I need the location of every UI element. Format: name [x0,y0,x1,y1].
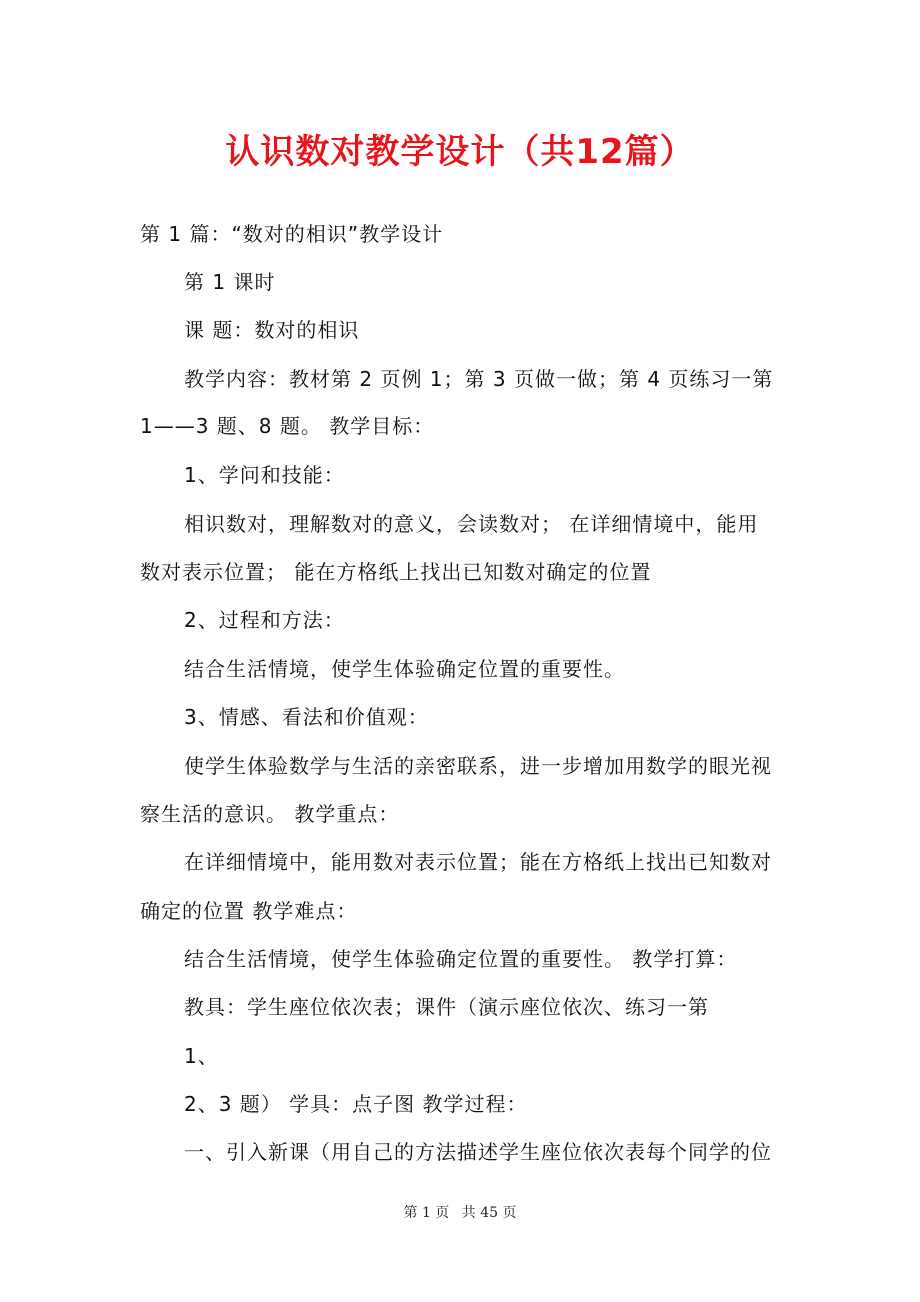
paragraph-line: 察生活的意识。 教学重点： [140,802,400,826]
paragraph-line: 3、情感、看法和价值观： [184,705,429,729]
paragraph-line: 结合生活情境，使学生体验确定位置的重要性。 教学打算： [184,947,738,971]
paragraph-line: 1——3 题、8 题。 教学目标： [140,414,435,438]
page-footer [0,1203,920,1223]
paragraph-line: 教具：学生座位依次表；课件（演示座位依次、练习一第 [184,995,709,1019]
paragraph-line: 2、过程和方法： [184,608,345,632]
paragraph-line: 教学内容：教材第 2 页例 1；第 3 页做一做；第 4 页练习一第 [184,367,774,391]
paragraph-line: 数对表示位置； 能在方格纸上找出已知数对确定的位置 [140,560,652,584]
paragraph-line: 确定的位置 教学难点： [140,899,358,923]
paragraph-line: 2、3 题） 学具：点子图 教学过程： [184,1092,528,1116]
paragraph-line: 课 题：数对的相识 [184,318,360,342]
page-number: 第 1 页 [403,1205,450,1221]
paragraph-line: 使学生体验数学与生活的亲密联系，进一步增加用数学的眼光视 [184,754,772,778]
paragraph-line: 1、学问和技能： [184,463,345,487]
paragraph-line: 在详细情境中，能用数对表示位置；能在方格纸上找出已知数对 [184,850,772,874]
document-title: 认识数对教学设计（共12篇） [225,132,695,172]
page-total: 共 45 页 [461,1205,517,1221]
paragraph-line: 第 1 课时 [184,270,276,294]
paragraph-line: 一、引入新课（用自己的方法描述学生座位依次表每个同学的位 [184,1140,772,1164]
paragraph-line: 结合生活情境，使学生体验确定位置的重要性。 [184,657,625,681]
paragraph-line: 1、 [184,1044,219,1068]
paragraph-line: 相识数对，理解数对的意义，会读数对； 在详细情境中，能用 [184,512,759,536]
chapter-heading: 第 1 篇：“数对的相识”教学设计 [140,222,444,246]
